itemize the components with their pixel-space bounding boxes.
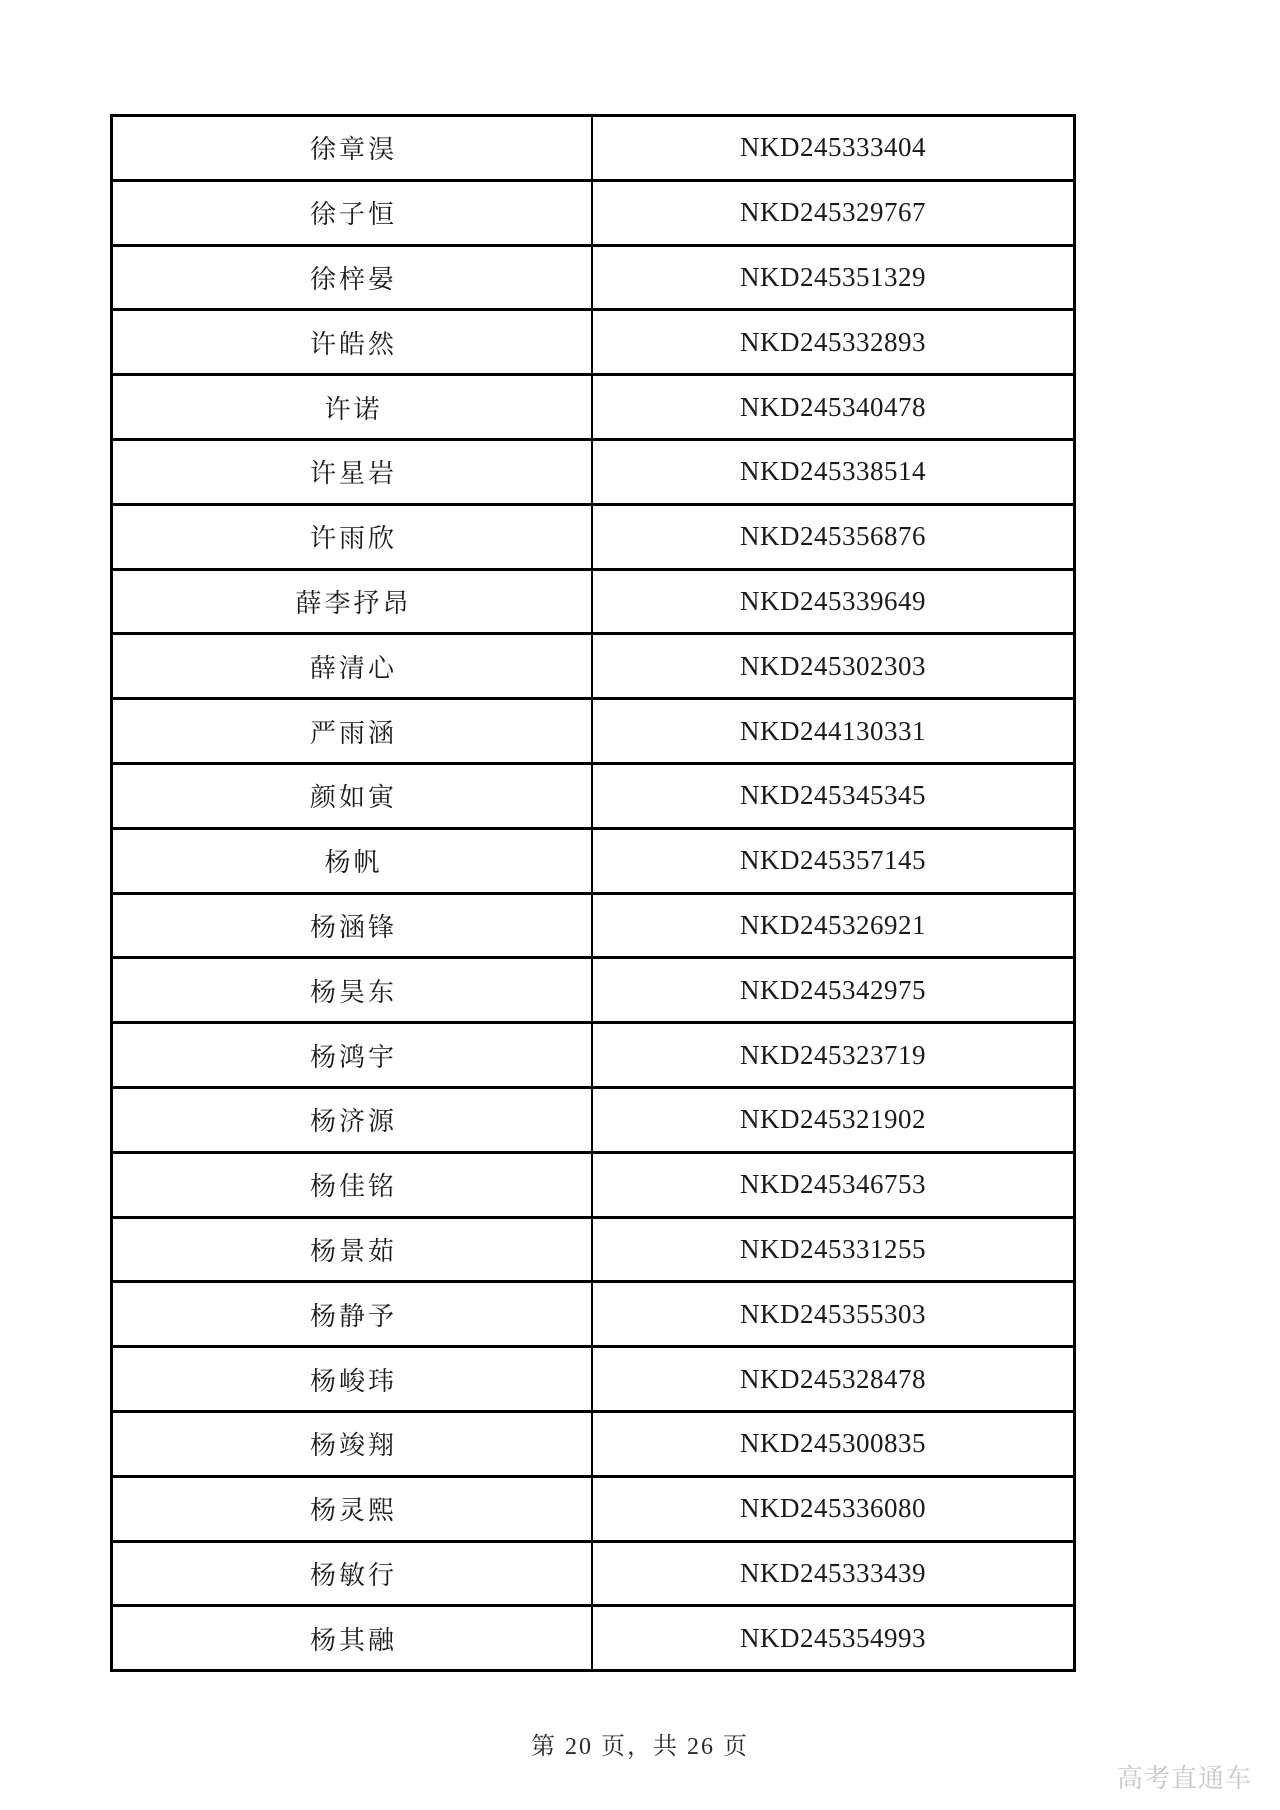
watermark-text: 高考直通车: [1116, 1763, 1252, 1793]
registration-code-cell: NKD245336080: [740, 1493, 926, 1524]
student-name-cell: 杨鸿宇: [113, 1024, 593, 1086]
student-roster-table: [110, 114, 1076, 1672]
registration-code-cell: NKD245351329: [740, 261, 926, 292]
table-row: [113, 441, 1073, 506]
registration-code-cell: NKD245355303: [740, 1298, 926, 1329]
registration-code-cell: NKD245340478: [740, 391, 926, 422]
student-name-cell: 杨佳铭: [113, 1154, 593, 1216]
student-name-cell: 杨敏行: [113, 1543, 593, 1605]
table-row: [113, 117, 1073, 182]
table-row: [113, 830, 1073, 895]
table-row: [113, 1219, 1073, 1284]
table-row: [113, 1024, 1073, 1089]
table-row: [113, 311, 1073, 376]
student-name-cell: 徐子恒: [113, 182, 593, 244]
registration-code-cell: NKD245321902: [740, 1104, 926, 1135]
table-row: [113, 571, 1073, 636]
registration-code-cell: NKD245333404: [740, 132, 926, 163]
student-name-cell: 杨竣翔: [113, 1413, 593, 1475]
registration-code-cell: NKD245339649: [740, 585, 926, 616]
registration-code-cell: NKD245328478: [740, 1363, 926, 1394]
registration-code-cell: NKD245346753: [740, 1169, 926, 1200]
page-number-footer: 第 20 页，共 26 页: [531, 1734, 749, 1760]
registration-code-cell: NKD245342975: [740, 974, 926, 1005]
registration-code-cell: NKD245354993: [740, 1622, 926, 1653]
student-name-cell: 杨涵锋: [113, 895, 593, 957]
table-row: [113, 1283, 1073, 1348]
registration-code-cell: NKD245345345: [740, 780, 926, 811]
student-name-cell: 许雨欣: [113, 506, 593, 568]
student-name-cell: 薛清心: [113, 635, 593, 697]
student-name-cell: 许诺: [113, 376, 593, 438]
student-name-cell: 杨灵熙: [113, 1478, 593, 1540]
student-name-cell: 杨帆: [113, 830, 593, 892]
table-row: [113, 765, 1073, 830]
registration-code-cell: NKD245333439: [740, 1557, 926, 1588]
table-row: [113, 506, 1073, 571]
table-row: [113, 700, 1073, 765]
table-body: [113, 117, 1073, 1669]
table-row: [113, 1154, 1073, 1219]
table-row: [113, 1348, 1073, 1413]
registration-code-cell: NKD245338514: [740, 456, 926, 487]
table-row: [113, 1413, 1073, 1478]
table-row: [113, 1089, 1073, 1154]
table-row: [113, 959, 1073, 1024]
student-name-cell: 杨景茹: [113, 1219, 593, 1281]
student-name-cell: 杨昊东: [113, 959, 593, 1021]
registration-code-cell: NKD245302303: [740, 650, 926, 681]
registration-code-cell: NKD245356876: [740, 521, 926, 552]
student-name-cell: 杨静予: [113, 1283, 593, 1345]
registration-code-cell: NKD245300835: [740, 1428, 926, 1459]
student-name-cell: 许星岩: [113, 441, 593, 503]
table-row: [113, 895, 1073, 960]
registration-code-cell: NKD245331255: [740, 1233, 926, 1264]
registration-code-cell: NKD245357145: [740, 845, 926, 876]
registration-code-cell: NKD244130331: [740, 715, 926, 746]
table-row: [113, 1543, 1073, 1608]
registration-code-cell: NKD245332893: [740, 326, 926, 357]
student-name-cell: 徐章淏: [113, 117, 593, 179]
table-row: [113, 1478, 1073, 1543]
table-row: [113, 1607, 1073, 1669]
table-row: [113, 247, 1073, 312]
registration-code-cell: NKD245323719: [740, 1039, 926, 1070]
registration-code-cell: NKD245326921: [740, 909, 926, 940]
registration-code-cell: NKD245329767: [740, 197, 926, 228]
student-name-cell: 许皓然: [113, 311, 593, 373]
table-row: [113, 635, 1073, 700]
student-name-cell: 严雨涵: [113, 700, 593, 762]
student-name-cell: 徐梓晏: [113, 247, 593, 309]
student-name-cell: 颜如寅: [113, 765, 593, 827]
student-name-cell: 薛李抒昂: [113, 571, 593, 633]
table-row: [113, 182, 1073, 247]
table-row: [113, 376, 1073, 441]
student-name-cell: 杨济源: [113, 1089, 593, 1151]
student-name-cell: 杨峻玮: [113, 1348, 593, 1410]
student-name-cell: 杨其融: [113, 1607, 593, 1669]
